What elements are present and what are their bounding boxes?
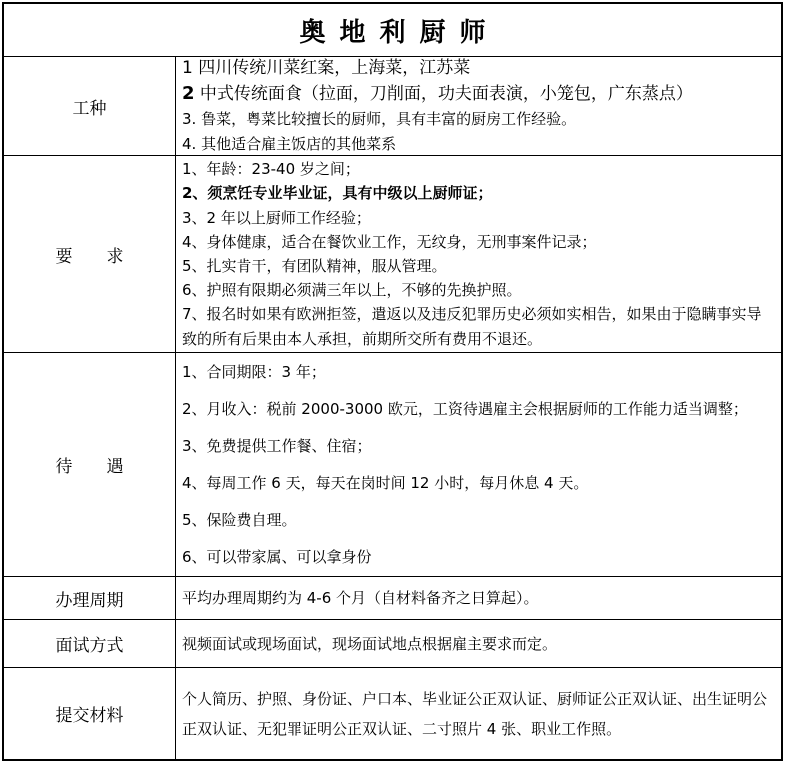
row-content-benefits xyxy=(176,353,781,576)
row-content-interview-method xyxy=(176,620,781,667)
content-line: 3、2 年以上厨师工作经验； xyxy=(182,208,371,227)
table-row-title xyxy=(4,4,781,56)
row-content-job-type xyxy=(176,57,781,155)
table-row-interview-method xyxy=(4,619,781,667)
content-line: 6、护照有限期必须满三年以上，不够的先换护照。 xyxy=(182,281,522,300)
table-row-benefits xyxy=(4,352,781,576)
row-content-requirements xyxy=(176,156,781,352)
content-line: 2 中式传统面食（拉面，刀削面，功夫面表演，小笼包，广东蒸点） xyxy=(182,82,693,104)
row-label-processing-period: 办理周期 xyxy=(4,577,176,619)
content-line: 1、年龄：23-40 岁之间； xyxy=(182,160,360,179)
content-line: 7、报名时如果有欧洲拒签，遣返以及违反犯罪历史必须如实相告，如果由于隐瞒事实导致的所有后果由本人承担，前期所交所有费用不退还。 xyxy=(182,305,762,348)
row-label-submission-materials: 提交材料 xyxy=(4,668,176,759)
content-line: 2、月收入：税前 2000-3000 欧元，工资待遇雇主会根据厨师的工作能力适当调整； xyxy=(182,399,748,418)
content-line: 个人简历、护照、身份证、户口本、毕业证公正双认证、厨师证公正双认证、出生证明公正双认证、无犯罪证明公正双认证、二寸照片 4 张、职业工作照。 xyxy=(182,689,768,738)
row-content-processing-period xyxy=(176,577,781,619)
content-line: 5、保险费自理。 xyxy=(182,510,297,529)
content-line: 1、合同期限：3 年； xyxy=(182,362,326,381)
content-line: 3、免费提供工作餐、住宿； xyxy=(182,436,372,455)
row-label-job-type: 工种 xyxy=(4,57,176,155)
job-posting-table xyxy=(2,2,783,761)
content-line: 4. 其他适合雇主饭店的其他菜系 xyxy=(182,134,397,153)
content-line: 4、每周工作 6 天，每天在岗时间 12 小时，每月休息 4 天。 xyxy=(182,473,589,492)
content-line: 平均办理周期约为 4-6 个月（自材料备齐之日算起）。 xyxy=(182,589,539,607)
table-row-processing-period xyxy=(4,576,781,619)
row-label-requirements: 要 求 xyxy=(4,156,176,352)
page-title: 奥地利厨师 xyxy=(299,17,500,48)
row-content-submission-materials xyxy=(176,668,781,759)
content-line: 4、身体健康，适合在餐饮业工作，无纹身，无刑事案件记录； xyxy=(182,232,597,251)
row-label-benefits: 待 遇 xyxy=(4,353,176,576)
table-row-job-type xyxy=(4,56,781,155)
table-row-requirements xyxy=(4,155,781,352)
row-label-interview-method: 面试方式 xyxy=(4,620,176,667)
content-line: 1 四川传统川菜红案，上海菜，江苏菜 xyxy=(182,57,471,78)
content-line: 视频面试或现场面试，现场面试地点根据雇主要求而定。 xyxy=(182,634,558,653)
content-line: 6、可以带家属、可以拿身份 xyxy=(182,547,372,566)
content-line: 2、须烹饪专业毕业证，具有中级以上厨师证； xyxy=(182,184,493,203)
table-row-submission-materials xyxy=(4,667,781,759)
content-line: 3. 鲁菜，粤菜比较擅长的厨师，具有丰富的厨房工作经验。 xyxy=(182,109,577,128)
content-line: 5、扎实肯干，有团队精神，服从管理。 xyxy=(182,257,447,275)
